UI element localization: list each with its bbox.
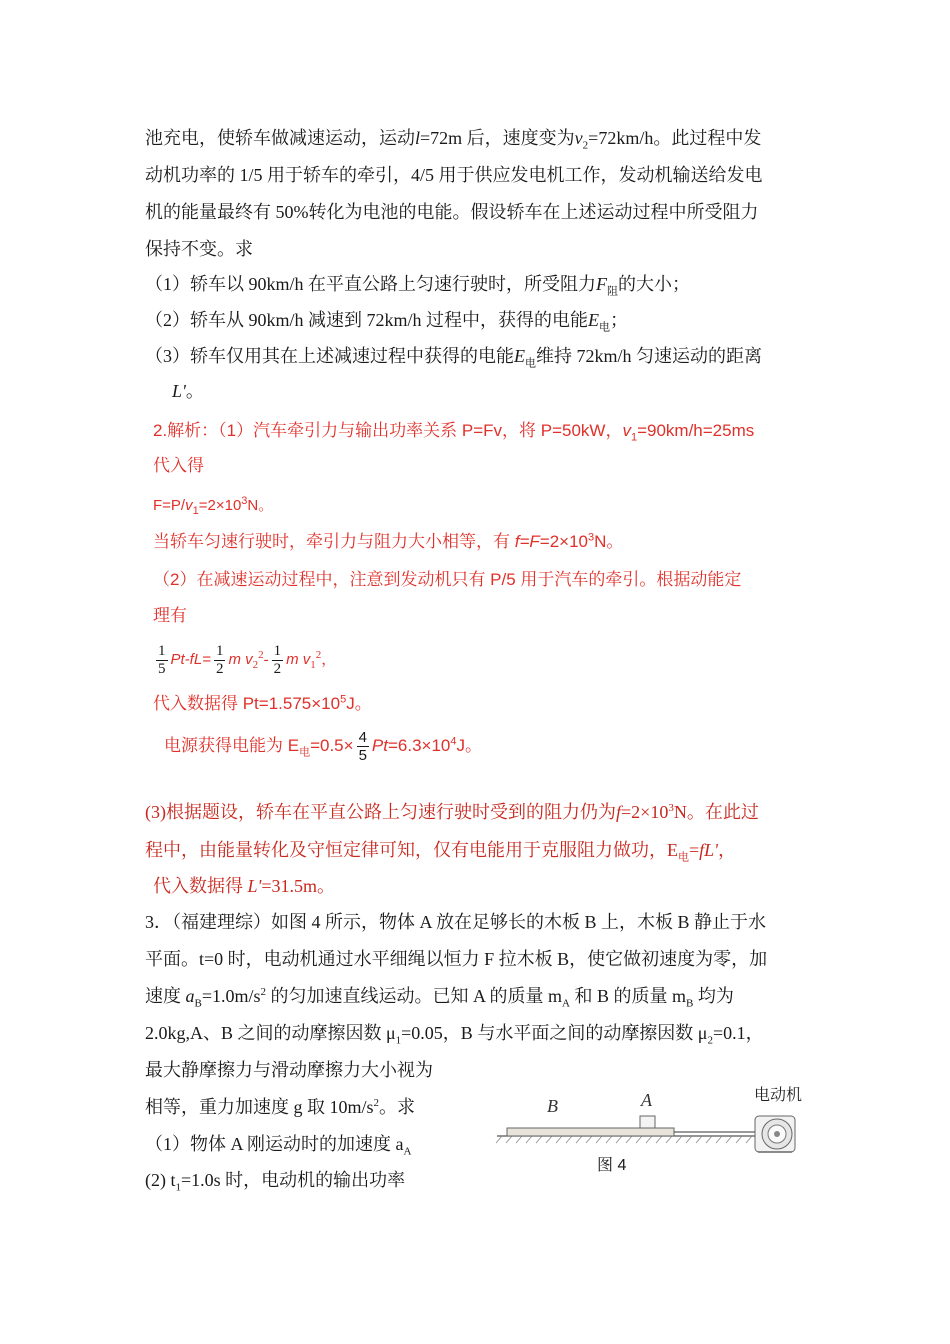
fraction: $\frac{1}{2}$: [215, 643, 224, 678]
label-a: A: [641, 1090, 652, 1110]
question-1: （1）物体 A 刚运动时的加速度 $a_A$: [145, 1134, 412, 1158]
problem-text-line: 最大静摩擦力与滑动摩擦力大小视为: [145, 1060, 433, 1080]
question-3: （3）轿车仅用其在上述减速过程中获得的电能$E_电$维持 72km/h 匀速运动的距离: [145, 346, 763, 370]
solution-line: (3)根据题设，轿车在平直公路上匀速行驶时受到的阻力仍为$f=2\times 10^3N$。在此过: [145, 802, 759, 822]
problem-text-line: 动机功率的 1/5 用于轿车的牵引，4/5 用于供应发电机工作，发动机输送给发电: [145, 165, 763, 185]
question-1: （1）轿车以 90km/h 在平直公路上匀速行驶时，所受阻力$F_阻$的大小；: [145, 274, 690, 298]
question-2: （2）轿车从 90km/h 减速到 72km/h 过程中，获得的电能$E_电$；: [145, 310, 629, 334]
motor-icon: [755, 1116, 795, 1152]
solution-line: 代入得: [153, 456, 204, 475]
board-b: [507, 1128, 674, 1136]
question-3-cont: L'。: [172, 381, 204, 401]
solution-line: 代入数据得 $Pt=1.575\times 10^5J$。: [153, 693, 372, 713]
figure-4-diagram: [492, 1076, 822, 1186]
problem-text-line: 速度 $a_B=1.0m/s^2$ 的匀加速直线运动。已知 A 的质量 $m_A$ 和 B 的质量 $m_B$ 均为: [145, 986, 734, 1010]
problem-text-line: 池充电，使轿车做减速运动，运动l=72m 后，速度变为$v_2=72km/h$。此过程中发: [145, 128, 762, 152]
solution-line: 代入数据得 L'=31.5m。: [153, 876, 336, 896]
fraction: $\frac{1}{5}$: [158, 643, 166, 678]
label-motor: 电动机: [754, 1087, 803, 1104]
solution-line: （2）在减速运动过程中，注意到发动机只有 P/5 用于汽车的牵引。根据动能定: [153, 570, 742, 589]
problem-text-line: 2.0kg,A、B 之间的动摩擦因数 $\mu_1=0.05$，B 与水平面之间的动摩擦因数 $\mu_2=0.1$，: [145, 1023, 764, 1047]
problem-text-line: 机的能量最终有 50%转化为电池的电能。假设轿车在上述运动过程中所受阻力: [145, 202, 759, 222]
problem-text-line: 平面。t=0 时，电动机通过水平细绳以恒力 F 拉木板 B，使它做初速度为零，加: [145, 949, 768, 969]
label-b: B: [547, 1096, 558, 1116]
solution-line: $F=P/v_1=2\times 10^3N$。: [153, 495, 274, 517]
solution-line: 电源获得电能为 $E_电=0.5\times$ $\frac{4}{5}$ $Pt=6.3\times 10^4J$。: [164, 729, 482, 765]
figure-caption: 图 4: [597, 1157, 627, 1174]
kinetic-energy-equation: $\frac{1}{5}$ Pt-fL= $\frac{1}{2}$ m $v_2^2-$ $\frac{1}{2}$ m $v_1^2$，: [158, 643, 337, 678]
solution-line: 当轿车匀速行驶时，牵引力与阻力大小相等，有 $f=F=2\times 10^3N$。: [153, 531, 624, 551]
problem-text-line: 相等，重力加速度 g 取 $10m/s^2$。求: [145, 1097, 416, 1117]
question-2: (2) $t_1=1.0s$ 时，电动机的输出功率: [145, 1170, 406, 1194]
solution-line: 2.解析：（1）汽车牵引力与输出功率关系 P=Fv，将 P=50kW，$v_1=90km/h=25ms$: [153, 421, 755, 444]
problem-text-line: 保持不变。求: [145, 239, 253, 259]
ground-hatching: [496, 1136, 752, 1143]
fraction: $\frac{1}{2}$: [273, 643, 282, 678]
block-a: [640, 1116, 655, 1128]
fraction: $\frac{4}{5}$: [358, 729, 367, 765]
problem-text-line: 3．（福建理综）如图 4 所示，物体 A 放在足够长的木板 B 上，木板 B 静止于水: [145, 912, 767, 932]
solution-line: 程中，由能量转化及守恒定律可知，仅有电能用于克服阻力做功，$E_电=fL'$，: [145, 840, 737, 864]
solution-line: 理有: [153, 606, 187, 625]
